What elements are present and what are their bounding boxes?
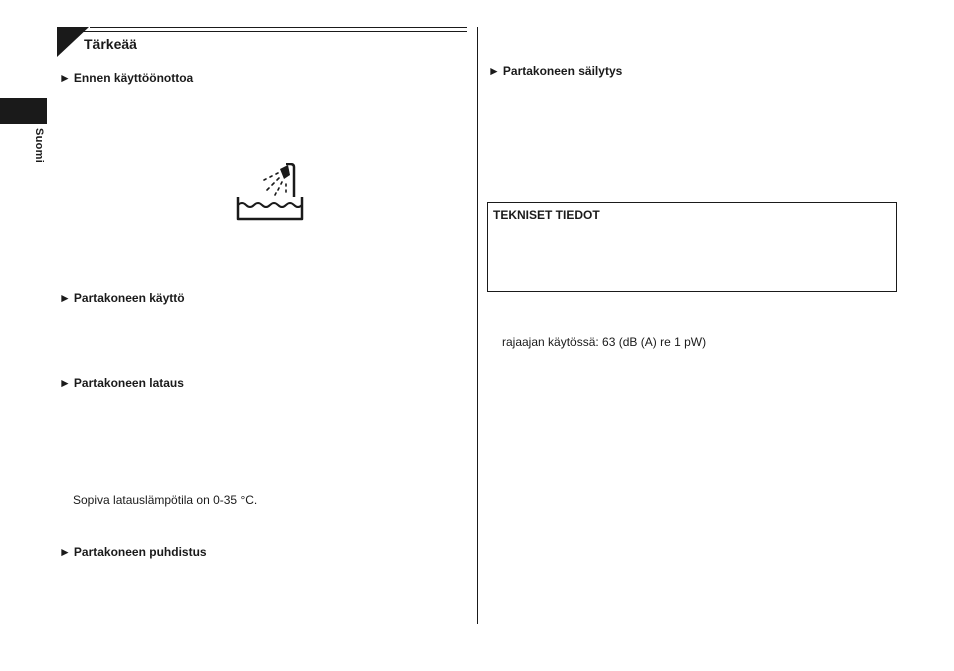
arrow-right-icon: ► — [488, 64, 500, 78]
bath-shower-icon — [234, 163, 306, 223]
charging-temperature-note: Sopiva latauslämpötila on 0-35 °C. — [73, 493, 258, 507]
arrow-right-icon: ► — [59, 376, 71, 390]
section-title: Partakoneen lataus — [73, 376, 184, 390]
specifications-title: TEKNISET TIEDOT — [493, 208, 600, 222]
column-divider — [477, 27, 478, 624]
arrow-right-icon: ► — [59, 545, 71, 559]
noise-level-note: rajaajan käytössä: 63 (dB (A) re 1 pW) — [502, 335, 707, 349]
page-title: Tärkeää — [84, 36, 137, 52]
section-title: Partakoneen puhdistus — [73, 545, 207, 559]
specifications-box — [487, 202, 897, 292]
section-heading-storage — [488, 64, 622, 78]
language-tab-label: Suomi — [33, 128, 45, 164]
section-heading-cleaning — [59, 545, 207, 559]
section-heading-before-use — [59, 71, 193, 85]
section-heading-charging — [59, 376, 184, 390]
language-tab-marker — [0, 98, 47, 124]
section-title: Partakoneen säilytys — [502, 64, 623, 78]
arrow-right-icon: ► — [59, 71, 71, 85]
arrow-right-icon: ► — [59, 291, 71, 305]
section-heading-shaver-use — [59, 291, 185, 305]
top-rule — [90, 27, 467, 28]
section-title: Ennen käyttöönottoa — [73, 71, 194, 85]
section-title: Partakoneen käyttö — [73, 291, 185, 305]
